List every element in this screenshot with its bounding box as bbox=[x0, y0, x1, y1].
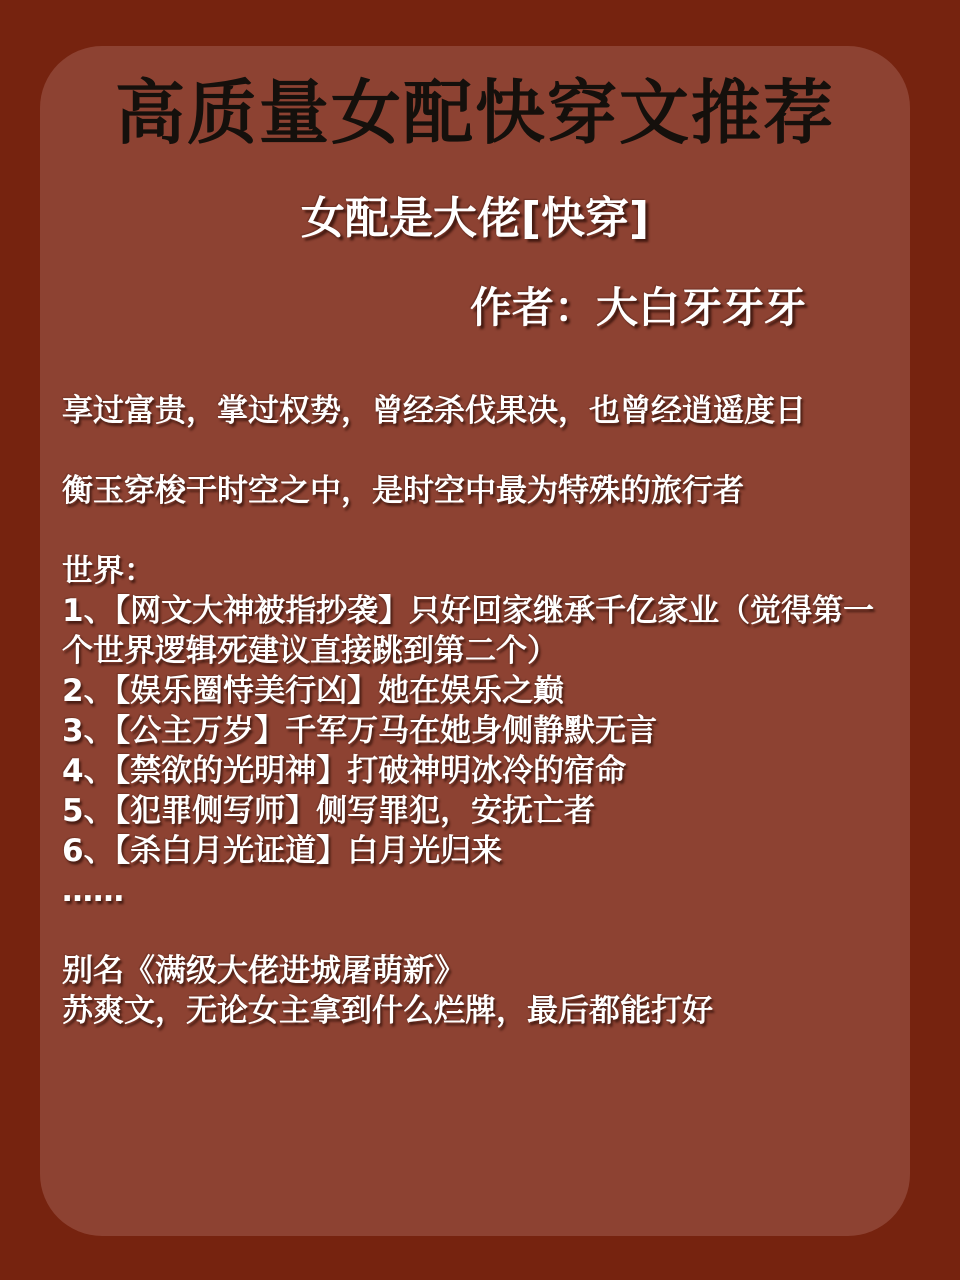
poster-body bbox=[40, 391, 910, 1031]
world-item-2: 2、【娱乐圈恃美行凶】她在娱乐之巅 bbox=[62, 672, 565, 709]
intro-line-2: 衡玉穿梭干时空之中，是时空中最为特殊的旅行者 bbox=[62, 472, 744, 509]
poster-card bbox=[40, 46, 910, 1236]
world-item-6: 6、【杀白月光证道】白月光归来 bbox=[62, 832, 503, 869]
world-item-5: 5、【犯罪侧写师】侧写罪犯，安抚亡者 bbox=[62, 792, 596, 829]
author-line: 作者：大白牙牙牙 bbox=[470, 283, 807, 333]
blank-line bbox=[62, 511, 888, 551]
ellipsis-line: …… bbox=[62, 872, 124, 909]
blank-line bbox=[62, 911, 888, 951]
intro-line-1: 享过富贵，掌过权势，曾经杀伐果决，也曾经逍遥度日 bbox=[62, 392, 806, 429]
worlds-label: 世界： bbox=[62, 552, 155, 589]
comment-line: 苏爽文，无论女主拿到什么烂牌，最后都能打好 bbox=[62, 992, 713, 1029]
blank-line bbox=[62, 431, 888, 471]
alias-line: 别名《满级大佬进城屠萌新》 bbox=[62, 952, 465, 989]
world-item-3: 3、【公主万岁】千军万马在她身侧静默无言 bbox=[62, 712, 658, 749]
book-title: 女配是大佬[快穿] bbox=[300, 193, 650, 244]
world-item-1: 1、【网文大神被指抄袭】只好回家继承千亿家业（觉得第一个世界逻辑死建议直接跳到第二个） bbox=[62, 592, 875, 669]
world-item-4: 4、【禁欲的光明神】打破神明冰冷的宿命 bbox=[62, 752, 627, 789]
poster-title: 高质量女配快穿文推荐 bbox=[115, 72, 835, 154]
